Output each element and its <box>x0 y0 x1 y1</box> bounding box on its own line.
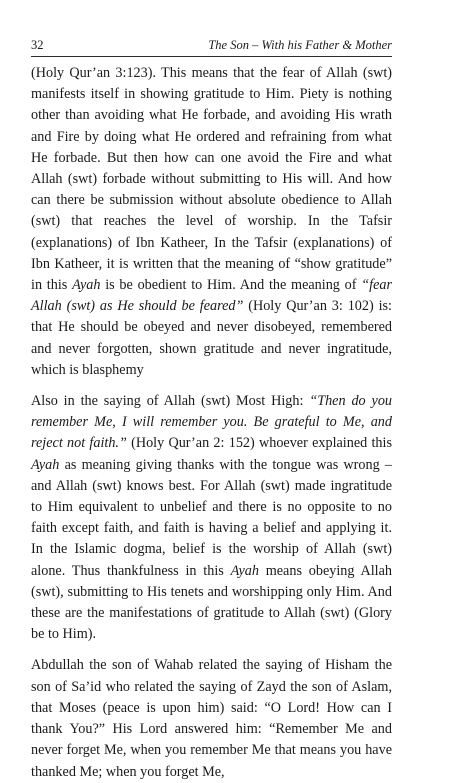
italic-term: Ayah <box>31 456 60 473</box>
italic-quote: “Then do you remember Me, I will remember you. Be grateful to Me, and reject not faith.” <box>31 393 393 452</box>
text-segment: Also in the saying of Allah (swt) Most High: <box>31 393 310 410</box>
text-segment: (Holy Qur’an 3: 102) is: that He should be obeyed and never disobeyed, remembered and never forgotten, shown gratitude and never ingratitude, which is blasphemy <box>31 298 392 378</box>
page-number: 32 <box>31 38 44 52</box>
paragraph <box>31 63 392 381</box>
page-body <box>31 63 392 783</box>
text-segment: is be obedient to Him. And the meaning of <box>100 277 362 294</box>
text-segment: (Holy Qur’an 3:123). This means that the fear of Allah (swt) manifests itself in showing gratitude to Him. Piety is nothing other than avoiding what He forbade, and avoiding His wrath and Fire by doing what He ordered and refraining from what He forbade. But then how can one avoid the Fire and what Allah (swt) forbade without submitting to His will. And how can there be submission without absolute obedience to Allah (swt) that reaches the level of worship. In the Tafsir (explanations) of Ibn Katheer, In the Tafsir (explanations) of Ibn Katheer, it is written that the meaning of “show gratitude” in this <box>31 65 392 294</box>
running-title: The Son – With his Father & Mother <box>208 38 392 52</box>
paragraph <box>31 391 392 645</box>
text-segment: (Holy Qur’an 2: 152) whoever explained this <box>126 435 392 452</box>
paragraph <box>31 655 392 782</box>
book-page <box>31 38 392 783</box>
text-segment: means obeying Allah (swt), submitting to His tenets and worshipping only Him. And these are the manifestations of gratitude to Allah (swt) (Glory be to Him). <box>31 562 392 643</box>
italic-term: Ayah <box>230 562 259 579</box>
italic-quote: “fear Allah (swt) as He should be feared” <box>31 277 392 315</box>
text-segment: Abdullah the son of Wahab related the saying of Hisham the son of Sa’id who related the saying of Zayd the son of Aslam, that Moses (peace is upon him) said: “O Lord! How can I thank You?” His Lord answered him: “Remember Me and never forget Me, when you remember Me that means you have thanked Me; when you forget Me, <box>31 657 392 780</box>
page-header <box>31 38 392 57</box>
italic-term: Ayah <box>72 277 101 294</box>
text-segment: as meaning giving thanks with the tongue was wrong – and Allah (swt) knows best. For Allah (swt) made ingratitude to Him equivalent to unbelief and there is no opposite to no faith except faith, and faith is having a belief and applying it. In the Islamic dogma, belief is the worship of Allah (swt) alone. Thus thankfulness in this <box>31 456 392 579</box>
